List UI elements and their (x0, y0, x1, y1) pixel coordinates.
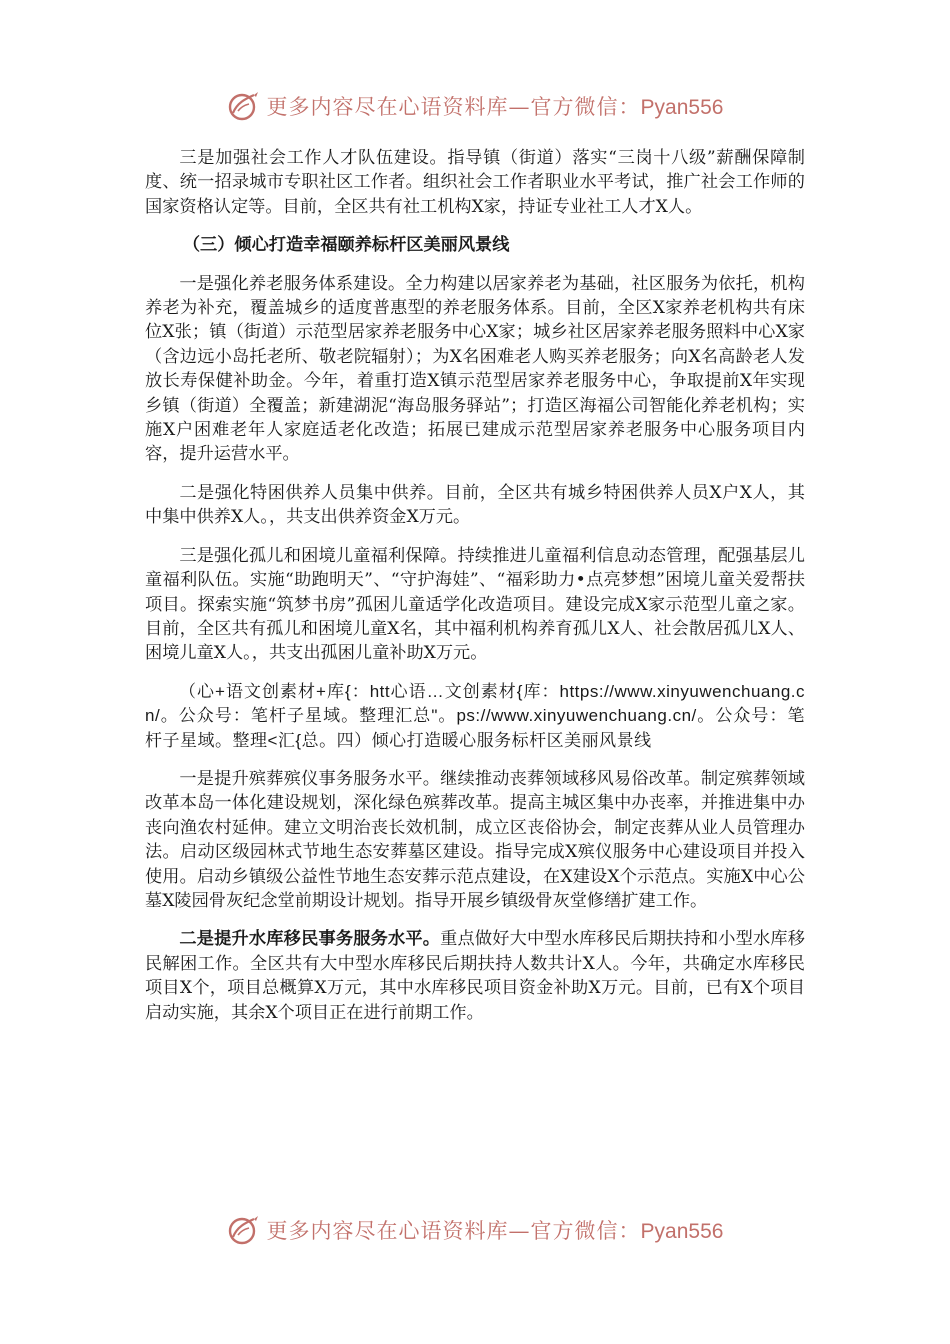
paragraph: 二是强化特困供养人员集中供养。目前，全区共有城乡特困供养人员X户X人，其中集中供养X人。，共支出供养资金X万元。 (145, 482, 805, 528)
paragraph-body: 重点做好大中型水库移民后期扶持和小型水库移民解困工作。全区共有大中型水库移民后期扶持人数共计X人。今年，共确定水库移民项目X个，项目总概算X万元，其中水库移民项目资金补助X万元。目前，已有X个项目启动实施，其余X个项目正在进行前期工作。 (145, 929, 805, 1023)
paragraph: 三是强化孤儿和困境儿童福利保障。持续推进儿童福利信息动态管理，配强基层儿童福利队伍。实施“助跑明天”、“守护海娃”、“福彩助力•点亮梦想”困境儿童关爱帮扶项目。探索实施“筑梦书房”孤困儿童适学化改造项目。建设完成X家示范型儿童之家。目前，全区共有孤儿和困境儿童X名，其中福利机构养育孤儿X人、社会散居孤儿X人、困境儿童X人。，共支出孤困儿童补助X万元。 (145, 545, 805, 664)
paragraph: 三是加强社会工作人才队伍建设。指导镇（街道）落实“三岗十八级”薪酬保障制度、统一招录城市专职社区工作者。组织社会工作者职业水平考试，推广社会工作师的国家资格认定等。目前，全区共有社工机构X家，持证专业社工人才X人。 (145, 148, 805, 217)
banner-text: 更多内容尽在心语资料库—官方微信：Pyan556 (266, 1219, 724, 1243)
paragraph-lead: 二是提升水库移民事务服务水平。 (179, 929, 441, 950)
watermark-garbled-paragraph: （心+语文创素材+库{：htt心语…文创素材{库：https://www.xinyuwenchuang.cn/。公众号：笔杆子星域。整理汇总"。ps://www.xinyuwenchuang.cn/。公众号：笔杆子星域。整理<汇{总。四）倾心打造暖心服务标杆区美丽风景线 (145, 681, 805, 750)
paragraph: 一是提升殡葬殡仪事务服务水平。继续推动丧葬领域移风易俗改革。制定殡葬领域改革本岛一体化建设规划，深化绿色殡葬改革。提高主城区集中办丧率，并推进集中办丧向渔农村延伸。建立文明治丧长效机制，成立区丧俗协会，制定丧葬从业人员管理办法。启动区级园林式节地生态安葬墓区建设。指导完成X殡仪服务中心建设项目并投入使用。启动乡镇级公益性节地生态安葬示范点建设，在X建设X个示范点。实施X中心公墓X陵园骨灰纪念堂前期设计规划。指导开展乡镇级骨灰堂修缮扩建工作。 (145, 768, 805, 911)
banner-wechat-id: Pyan556 (640, 1220, 724, 1243)
pen-logo-icon (227, 89, 261, 123)
paragraph (145, 927, 805, 1025)
paragraph: 一是强化养老服务体系建设。全力构建以居家养老为基础，社区服务为依托，机构养老为补充，覆盖城乡的适度普惠型的养老服务体系。目前，全区X家养老机构共有床位X张；镇（街道）示范型居家养老服务中心X家；城乡社区居家养老服务照料中心X家（含边远小岛托老所、敬老院辐射）；为X名困难老人购买养老服务；向X名高龄老人发放长寿保健补助金。今年，着重打造X镇示范型居家养老服务中心，争取提前X年实现乡镇（街道）全覆盖；新建湖泥“海岛服务驿站”；打造区海福公司智能化养老机构；实施X户困难老年人家庭适老化改造；拓展已建成示范型居家养老服务中心服务项目内容，提升运营水平。 (145, 273, 805, 465)
pen-logo-icon (227, 1213, 261, 1247)
section-heading: （三）倾心打造幸福颐养标杆区美丽风景线 (182, 235, 510, 256)
footer-banner (0, 1210, 950, 1250)
document-body (145, 146, 805, 1039)
banner-wechat-id: Pyan556 (640, 96, 724, 119)
banner-text: 更多内容尽在心语资料库—官方微信：Pyan556 (266, 95, 724, 119)
header-banner (0, 86, 950, 126)
